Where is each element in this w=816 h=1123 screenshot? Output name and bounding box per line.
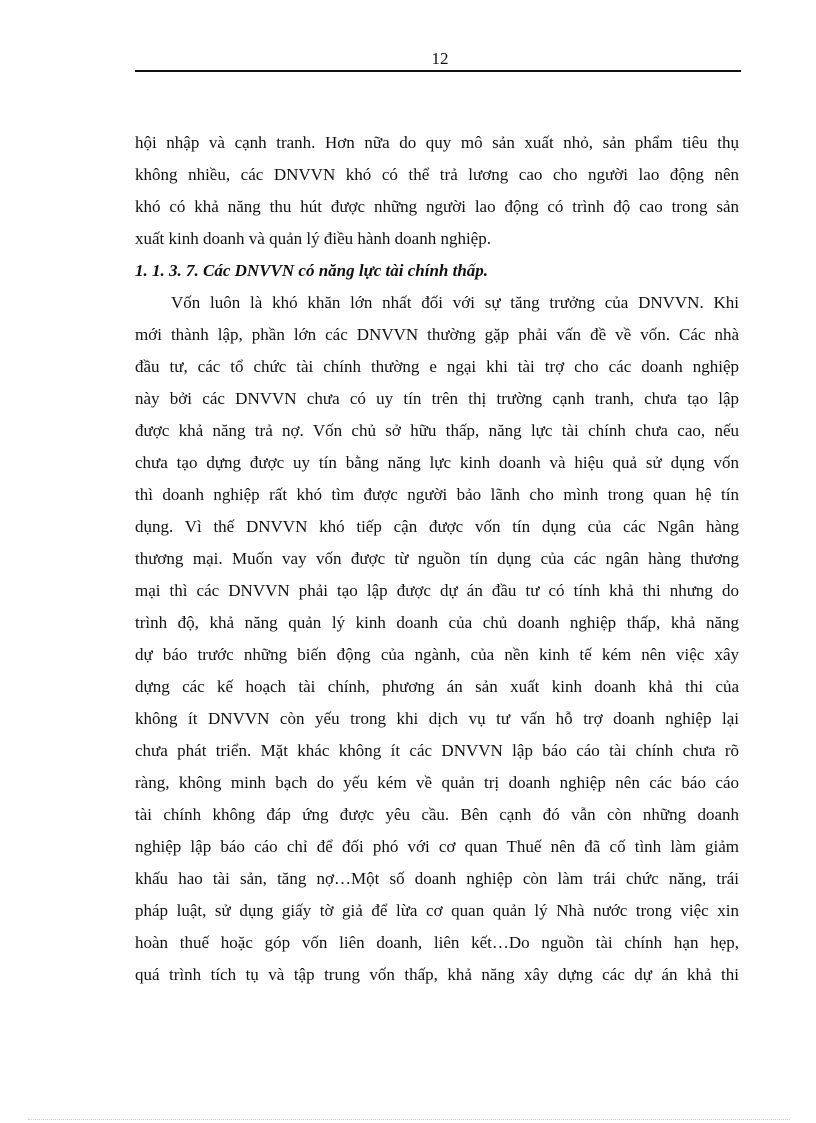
- text-line: khó có khả năng thu hút được những người lao động có trình độ cao trong sản: [135, 197, 739, 216]
- text-line: khấu hao tài sản, tăng nợ…Một số doanh nghiệp còn làm trái chức năng, trái: [135, 869, 739, 888]
- text-line: không nhiều, các DNVVN khó có thể trả lương cao cho người lao động nên: [135, 165, 739, 184]
- text-line: hội nhập và cạnh tranh. Hơn nữa do quy mô sản xuất nhỏ, sản phẩm tiêu thụ: [135, 133, 739, 152]
- text-line: đầu tư, các tổ chức tài chính thường e ngại khi tài trợ cho các doanh nghiệp: [135, 357, 739, 376]
- text-line: tài chính không đáp ứng được yêu cầu. Bên cạnh đó vẫn còn những doanh: [135, 805, 739, 824]
- text-line: được khả năng trả nợ. Vốn chủ sở hữu thấp, năng lực tài chính chưa cao, nếu: [135, 421, 739, 440]
- section-heading: 1. 1. 3. 7. Các DNVVN có năng lực tài chính thấp.: [135, 261, 489, 280]
- text-line: hoàn thuế hoặc góp vốn liên doanh, liên kết…Do nguồn tài chính hạn hẹp,: [135, 933, 739, 952]
- page-number: 12: [431, 49, 449, 68]
- page-body: [135, 127, 739, 991]
- text-line: chưa tạo dựng được uy tín bằng năng lực kinh doanh và hiệu quả sử dụng vốn: [135, 453, 739, 472]
- text-line: không ít DNVVN còn yếu trong khi dịch vụ tư vấn hỗ trợ doanh nghiệp lại: [135, 709, 739, 728]
- text-line: Vốn luôn là khó khăn lớn nhất đối với sự tăng trưởng của DNVVN. Khi: [171, 293, 739, 312]
- text-line: dụng. Vì thế DNVVN khó tiếp cận được vốn tín dụng của các Ngân hàng: [135, 517, 739, 536]
- text-line: thì doanh nghiệp rất khó tìm được người bảo lãnh cho mình trong quan hệ tín: [135, 485, 739, 504]
- text-line: xuất kinh doanh và quản lý điều hành doanh nghiệp.: [135, 229, 491, 248]
- text-line: nghiệp lập báo cáo chỉ để đối phó với cơ quan Thuế nên đã cố tình làm giảm: [135, 837, 739, 856]
- text-line: chưa phát triển. Mặt khác không ít các DNVVN lập báo cáo tài chính chưa rõ: [135, 741, 739, 760]
- text-line: thương mại. Muốn vay vốn được từ nguồn tín dụng của các ngân hàng thương: [135, 549, 739, 568]
- text-line: ràng, không minh bạch do yếu kém về quản trị doanh nghiệp nên các báo cáo: [135, 773, 739, 792]
- text-line: mới thành lập, phần lớn các DNVVN thường gặp phải vấn đề về vốn. Các nhà: [135, 325, 739, 344]
- text-line: dự báo trước những biến động của ngành, của nền kinh tế kém nên việc xây: [135, 645, 739, 664]
- paragraph: [135, 127, 739, 255]
- text-line: pháp luật, sử dụng giấy tờ giả để lừa cơ quan quản lý Nhà nước trong việc xin: [135, 901, 739, 920]
- text-line: mại thì các DNVVN phải tạo lập được dự án đầu tư có tính khả thi nhưng do: [135, 581, 739, 600]
- header-rule: [135, 70, 741, 72]
- text-line: này bởi các DNVVN chưa có uy tín trên thị trường cạnh tranh, chưa tạo lập: [135, 389, 739, 408]
- footer-rule: [28, 1119, 790, 1120]
- paragraph: [135, 287, 739, 991]
- text-line: trình độ, khả năng quản lý kinh doanh của chủ doanh nghiệp thấp, khả năng: [135, 613, 739, 632]
- text-line: quá trình tích tụ và tập trung vốn thấp, khả năng xây dựng các dự án khả thi: [135, 965, 739, 984]
- text-line: dựng các kế hoạch tài chính, phương án sản xuất kinh doanh khả thi của: [135, 677, 739, 696]
